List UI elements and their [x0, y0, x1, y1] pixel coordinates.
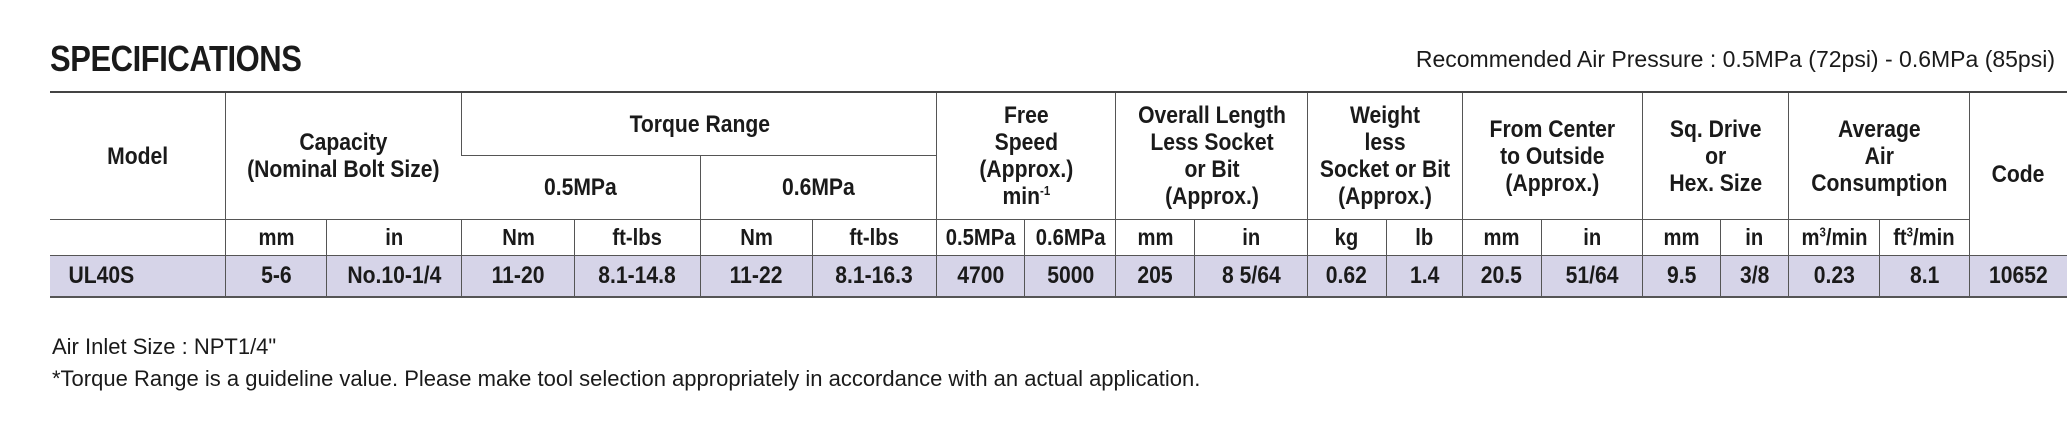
cell-air-ft3: 8.1 — [1880, 256, 1970, 298]
cell-cap-mm: 5-6 — [225, 256, 327, 298]
cell-ctr-in: 51/64 — [1541, 256, 1643, 298]
cell-t05-ftlbs: 8.1-14.8 — [574, 256, 700, 298]
cell-wt-lb: 1.4 — [1386, 256, 1462, 298]
cell-ctr-mm: 20.5 — [1462, 256, 1541, 298]
header-torque-06mpa: 0.6MPa — [700, 156, 937, 220]
unit-t05-ftlbs: ft-lbs — [574, 220, 700, 256]
header-air-consumption: Average Air Consumption — [1789, 92, 1970, 220]
header-torque-05mpa: 0.5MPa — [462, 156, 700, 220]
unit-air-m3: $m^3/\min$ — [1789, 220, 1880, 256]
header-model: Model — [50, 92, 225, 220]
cell-model: UL40S — [50, 256, 225, 298]
unit-t06-ftlbs: ft-lbs — [812, 220, 936, 256]
specifications-table — [50, 91, 2067, 298]
unit-t05-nm: Nm — [462, 220, 574, 256]
cell-len-mm: 205 — [1116, 256, 1195, 298]
cell-code: 10652 — [1969, 256, 2067, 298]
note-air-inlet: Air Inlet Size : NPT1/4" — [52, 334, 277, 359]
header-torque-range: Torque Range — [462, 92, 937, 156]
header-capacity: Capacity (Nominal Bolt Size) — [225, 92, 462, 220]
cell-t06-ftlbs: 8.1-16.3 — [812, 256, 936, 298]
unit-t06-nm: Nm — [700, 220, 812, 256]
page-title: SPECIFICATIONS — [50, 38, 302, 79]
unit-ctr-in: in — [1541, 220, 1643, 256]
unit-speed-05: 0.5MPa — [937, 220, 1025, 256]
header-code: Code — [1969, 92, 2067, 256]
cell-speed-05: 4700 — [937, 256, 1025, 298]
header-free-speed: Free Speed (Approx.) $\min^{-1}$ — [937, 92, 1116, 220]
cell-wt-kg: 0.62 — [1307, 256, 1386, 298]
unit-cell-model-blank — [50, 220, 225, 256]
header-weight: Weight less Socket or Bit (Approx.) — [1307, 92, 1462, 220]
cell-t06-nm: 11-22 — [700, 256, 812, 298]
unit-drv-mm: mm — [1643, 220, 1721, 256]
recommended-pressure: Recommended Air Pressure : 0.5MPa (72psi) - 0.6MPa (85psi) — [1415, 46, 2055, 72]
header-overall-length: Overall Length Less Socket or Bit (Approx.) — [1116, 92, 1307, 220]
table-row — [50, 256, 2067, 298]
unit-cap-in: in — [327, 220, 462, 256]
unit-wt-kg: kg — [1307, 220, 1386, 256]
cell-air-m3: 0.23 — [1789, 256, 1880, 298]
unit-speed-06: 0.6MPa — [1025, 220, 1116, 256]
cell-drv-mm: 9.5 — [1643, 256, 1721, 298]
header-drive-size: Sq. Drive or Hex. Size — [1643, 92, 1789, 220]
cell-speed-06: 5000 — [1025, 256, 1116, 298]
unit-cap-mm: mm — [225, 220, 327, 256]
cell-len-in: 8 5/64 — [1195, 256, 1307, 298]
header-center-to-outside: From Center to Outside (Approx.) — [1462, 92, 1643, 220]
note-torque-guideline: *Torque Range is a guideline value. Please make tool selection appropriately in accordance with an actual application. — [52, 366, 1201, 391]
unit-ctr-mm: mm — [1462, 220, 1541, 256]
cell-t05-nm: 11-20 — [462, 256, 574, 298]
unit-len-mm: mm — [1116, 220, 1195, 256]
unit-wt-lb: lb — [1386, 220, 1462, 256]
unit-drv-in: in — [1720, 220, 1788, 256]
cell-cap-in: No.10-1/4 — [327, 256, 462, 298]
unit-len-in: in — [1195, 220, 1307, 256]
cell-drv-in: 3/8 — [1720, 256, 1788, 298]
unit-air-ft3: $ft^3/\min$ — [1880, 220, 1970, 256]
